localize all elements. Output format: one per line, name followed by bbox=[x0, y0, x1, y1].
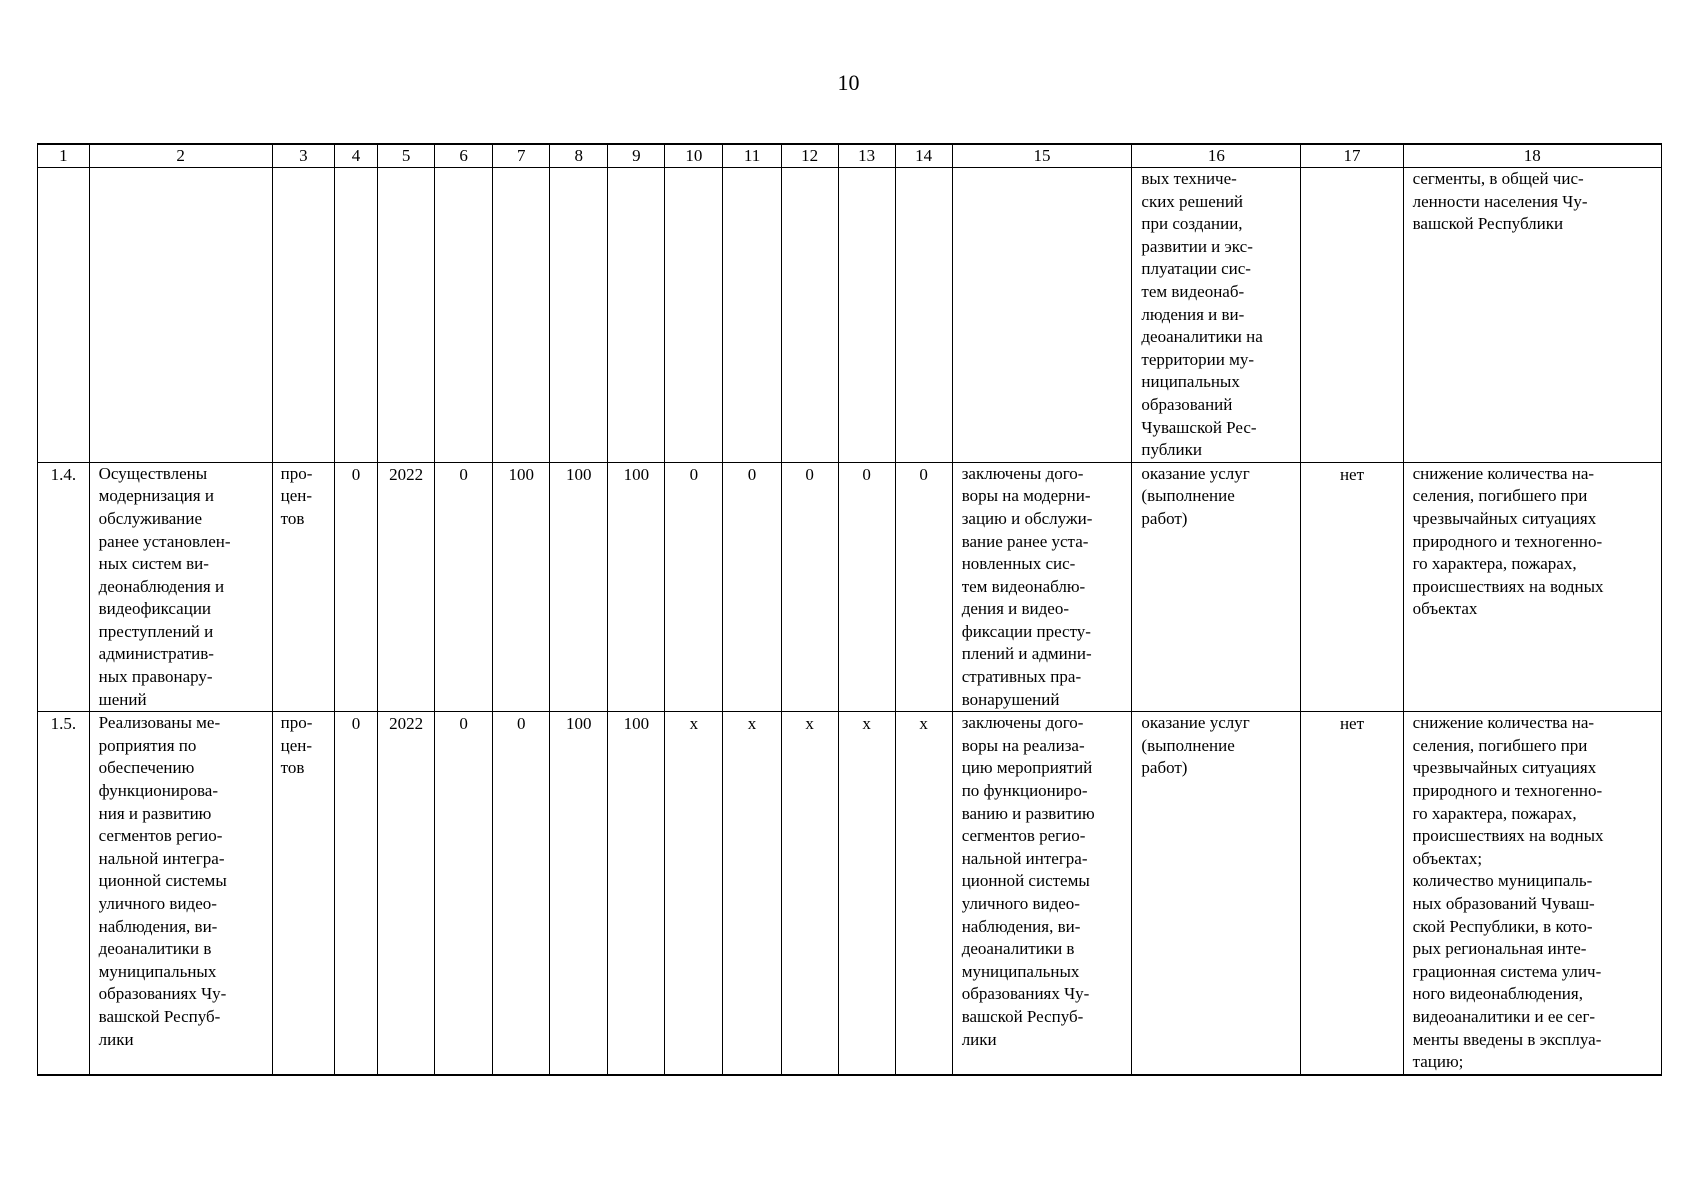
row-number: 1.5. bbox=[38, 712, 90, 1075]
table-cell bbox=[895, 168, 952, 463]
table-row bbox=[38, 712, 1662, 1075]
value-cell: 0 bbox=[723, 462, 781, 712]
column-header: 16 bbox=[1132, 144, 1301, 168]
value-cell: 100 bbox=[608, 462, 665, 712]
value-cell: 0 bbox=[895, 462, 952, 712]
unit-of-measure: про- цен- тов bbox=[272, 462, 334, 712]
table-cell bbox=[781, 168, 838, 463]
column-number-row bbox=[38, 144, 1662, 168]
table-cell bbox=[335, 168, 378, 463]
column-header: 9 bbox=[608, 144, 665, 168]
column-header: 12 bbox=[781, 144, 838, 168]
value-cell: 0 bbox=[335, 712, 378, 1075]
value-cell: 0 bbox=[435, 712, 493, 1075]
table-cell bbox=[608, 168, 665, 463]
table-cell bbox=[38, 168, 90, 463]
value-cell: x bbox=[781, 712, 838, 1075]
column-header: 18 bbox=[1403, 144, 1661, 168]
table-row bbox=[38, 462, 1662, 712]
value-cell: 0 bbox=[493, 712, 550, 1075]
flag-cell: нет bbox=[1301, 462, 1403, 712]
column-header: 6 bbox=[435, 144, 493, 168]
value-cell: 100 bbox=[550, 712, 608, 1075]
table-cell bbox=[1301, 168, 1403, 463]
result-description: заключены дого- воры на реализа- цию мероприятий по функциониро- ванию и развитию сегментов регио- нальной интегра- ционной системы уличного видео- наблюдения, ви- деоаналитики в муниципальных образованиях Чу- вашской Респуб- лики bbox=[952, 712, 1132, 1075]
table-cell bbox=[550, 168, 608, 463]
column-header: 2 bbox=[89, 144, 272, 168]
unit-of-measure: про- цен- тов bbox=[272, 712, 334, 1075]
column-header: 10 bbox=[665, 144, 723, 168]
column-header: 3 bbox=[272, 144, 334, 168]
table-cell bbox=[89, 168, 272, 463]
value-cell: 0 bbox=[335, 462, 378, 712]
column-header: 13 bbox=[838, 144, 895, 168]
column-header: 1 bbox=[38, 144, 90, 168]
column-header: 11 bbox=[723, 144, 781, 168]
column-header: 7 bbox=[493, 144, 550, 168]
table-cell bbox=[378, 168, 435, 463]
result-type: оказание услуг (выполнение работ) bbox=[1132, 462, 1301, 712]
table-cell bbox=[272, 168, 334, 463]
value-cell: 100 bbox=[608, 712, 665, 1075]
indicator-link: снижение количества на- селения, погибшего при чрезвычайных ситуациях природного и техногенно- го характера, пожарах, происшествиях на водных объектах bbox=[1403, 462, 1661, 712]
column-header: 5 bbox=[378, 144, 435, 168]
column-header: 14 bbox=[895, 144, 952, 168]
value-cell: 0 bbox=[435, 462, 493, 712]
activity-name: Реализованы ме- роприятия по обеспечению функционирова- ния и развитию сегментов регио- нальной интегра- ционной системы уличного видео- наблюдения, ви- деоаналитики в муниципальных образованиях Чу- вашской Респуб- лики bbox=[89, 712, 272, 1075]
continuation-population-segments: сегменты, в общей чис- ленности населения Чу- вашской Республики bbox=[1403, 168, 1661, 463]
continuation-technical-solutions: вых техниче- ских решений при создании, развитии и экс- плуатации сис- тем видеонаб- людения и ви- деоаналитики на территории му- ниципальных образований Чувашской Рес- публики bbox=[1132, 168, 1301, 463]
result-description: заключены дого- воры на модерни- зацию и обслужи- вание ранее уста- новленных сис- тем видеонаблю- дения и видео- фиксации престу- плений и админи- стративных пра- вонарушений bbox=[952, 462, 1132, 712]
table-cell bbox=[665, 168, 723, 463]
value-cell: 2022 bbox=[378, 712, 435, 1075]
value-cell: x bbox=[665, 712, 723, 1075]
column-header: 8 bbox=[550, 144, 608, 168]
value-cell: 100 bbox=[550, 462, 608, 712]
flag-cell: нет bbox=[1301, 712, 1403, 1075]
table-cell bbox=[435, 168, 493, 463]
column-header: 17 bbox=[1301, 144, 1403, 168]
value-cell: 2022 bbox=[378, 462, 435, 712]
value-cell: x bbox=[723, 712, 781, 1075]
value-cell: 0 bbox=[781, 462, 838, 712]
page-number: 10 bbox=[837, 70, 860, 95]
value-cell: 0 bbox=[838, 462, 895, 712]
activity-name: Осуществлены модернизация и обслуживание ранее установлен- ных систем ви- деонаблюдения и видеофиксации преступлений и административ- ных правонару- шений bbox=[89, 462, 272, 712]
column-header: 4 bbox=[335, 144, 378, 168]
indicator-link: снижение количества на- селения, погибшего при чрезвычайных ситуациях природного и техногенно- го характера, пожарах, происшествиях на водных объектах; количество муниципаль- ных образований Чуваш- ской Республики, в кото- рых региональная инте- грационная система улич- ного видеонаблюдения, видеоаналитики и ее сег- менты введены в эксплуа- тацию; bbox=[1403, 712, 1661, 1075]
continuation-row bbox=[38, 168, 1662, 463]
table-cell bbox=[838, 168, 895, 463]
table-cell bbox=[493, 168, 550, 463]
value-cell: 100 bbox=[493, 462, 550, 712]
row-number: 1.4. bbox=[38, 462, 90, 712]
value-cell: x bbox=[895, 712, 952, 1075]
value-cell: 0 bbox=[665, 462, 723, 712]
result-type: оказание услуг (выполнение работ) bbox=[1132, 712, 1301, 1075]
column-header: 15 bbox=[952, 144, 1132, 168]
table-cell bbox=[952, 168, 1132, 463]
value-cell: x bbox=[838, 712, 895, 1075]
indicators-table bbox=[37, 143, 1662, 1076]
table-cell bbox=[723, 168, 781, 463]
